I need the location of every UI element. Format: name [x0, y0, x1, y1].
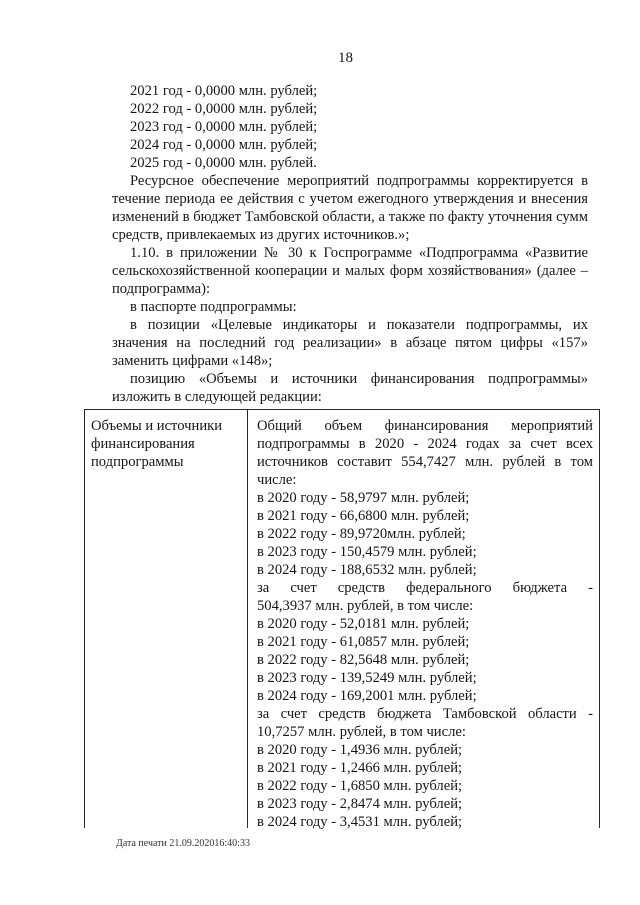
text-line: изложить в следующей редакции:	[112, 389, 322, 405]
text-line: в позиции «Целевые индикаторы и показатели подпрограммы, их	[130, 317, 588, 333]
text-line: средств, привлекаемых из других источников.»;	[112, 227, 410, 243]
text-line: подпрограмма):	[112, 281, 211, 297]
years-block	[130, 82, 317, 172]
left-cell-line: Объемы и источники	[91, 418, 223, 434]
federal-year-line: в 2023 году - 139,5249 млн. рублей;	[257, 670, 477, 686]
federal-year-line: в 2020 году - 52,0181 млн. рублей;	[257, 616, 470, 632]
total-year-line: в 2020 году - 58,9797 млн. рублей;	[257, 490, 470, 506]
text-line: течение периода ее действия с учетом ежегодного утверждения и внесения	[112, 191, 588, 207]
right-cell-line: источников составит 554,7427 млн. рублей в том	[257, 454, 593, 470]
paragraph-volumes	[112, 370, 588, 406]
paragraph-1-10	[112, 244, 588, 298]
year-line: 2023 год - 0,0000 млн. рублей;	[130, 119, 318, 135]
federal-year-line: в 2024 году - 169,2001 млн. рублей;	[257, 688, 477, 704]
year-line: 2025 год - 0,0000 млн. рублей.	[130, 155, 317, 171]
regional-intro-line: за счет средств бюджета Тамбовской области -	[257, 706, 593, 722]
text-line: значения на последний год реализации» в абзаце пятом цифры «157»	[112, 335, 588, 351]
paragraph-passport	[112, 298, 588, 316]
total-year-line: в 2022 году - 89,9720млн. рублей;	[257, 526, 466, 542]
year-line: 2022 год - 0,0000 млн. рублей;	[130, 101, 318, 117]
right-cell-line: подпрограммы в 2020 - 2024 годах за счет всех	[257, 436, 593, 452]
regional-year-line: в 2024 году - 3,4531 млн. рублей;	[257, 814, 463, 830]
text-line: заменить цифрами «148»;	[112, 353, 273, 369]
right-cell-line: числе:	[257, 472, 297, 488]
paragraph-position	[112, 316, 588, 370]
right-cell-line: Общий объем финансирования мероприятий	[257, 418, 593, 434]
page-number: 18	[338, 50, 353, 66]
table-right-cell	[257, 417, 593, 831]
left-cell-line: подпрограммы	[91, 454, 184, 470]
total-year-line: в 2023 году - 150,4579 млн. рублей;	[257, 544, 477, 560]
federal-year-line: в 2021 году - 61,0857 млн. рублей;	[257, 634, 470, 650]
text-line: Ресурсное обеспечение мероприятий подпрограммы корректируется в	[130, 173, 588, 189]
table-column-divider	[247, 410, 248, 828]
regional-year-line: в 2022 году - 1,6850 млн. рублей;	[257, 778, 463, 794]
total-year-line: в 2024 году - 188,6532 млн. рублей;	[257, 562, 477, 578]
print-date-footer: Дата печати 21.09.202016:40:33	[116, 838, 250, 849]
text-line: сельскохозяйственной кооперации и малых форм хозяйствования» (далее –	[112, 263, 588, 279]
text-line: в паспорте подпрограммы:	[130, 299, 297, 315]
year-line: 2021 год - 0,0000 млн. рублей;	[130, 83, 318, 99]
total-year-line: в 2021 году - 66,6800 млн. рублей;	[257, 508, 470, 524]
regional-year-line: в 2023 году - 2,8474 млн. рублей;	[257, 796, 463, 812]
financing-table	[84, 409, 600, 828]
text-line: 1.10. в приложении № 30 к Госпрограмме «Подпрограмма «Развитие	[130, 245, 588, 261]
text-line: изменений в бюджет Тамбовской области, а также по факту уточнения сумм	[112, 209, 588, 225]
left-cell-line: финансирования	[91, 436, 195, 452]
regional-intro-line: 10,7257 млн. рублей, в том числе:	[257, 724, 466, 740]
regional-year-line: в 2020 году - 1,4936 млн. рублей;	[257, 742, 463, 758]
federal-intro-line: за счет средств федерального бюджета -	[257, 580, 593, 596]
year-line: 2024 год - 0,0000 млн. рублей;	[130, 137, 318, 153]
federal-intro-line: 504,3937 млн. рублей, в том числе:	[257, 598, 474, 614]
text-line: позицию «Объемы и источники финансирования подпрограммы»	[130, 371, 588, 387]
paragraph-resource	[112, 172, 588, 244]
regional-year-line: в 2021 году - 1,2466 млн. рублей;	[257, 760, 463, 776]
table-left-cell	[91, 417, 241, 471]
federal-year-line: в 2022 году - 82,5648 млн. рублей;	[257, 652, 470, 668]
